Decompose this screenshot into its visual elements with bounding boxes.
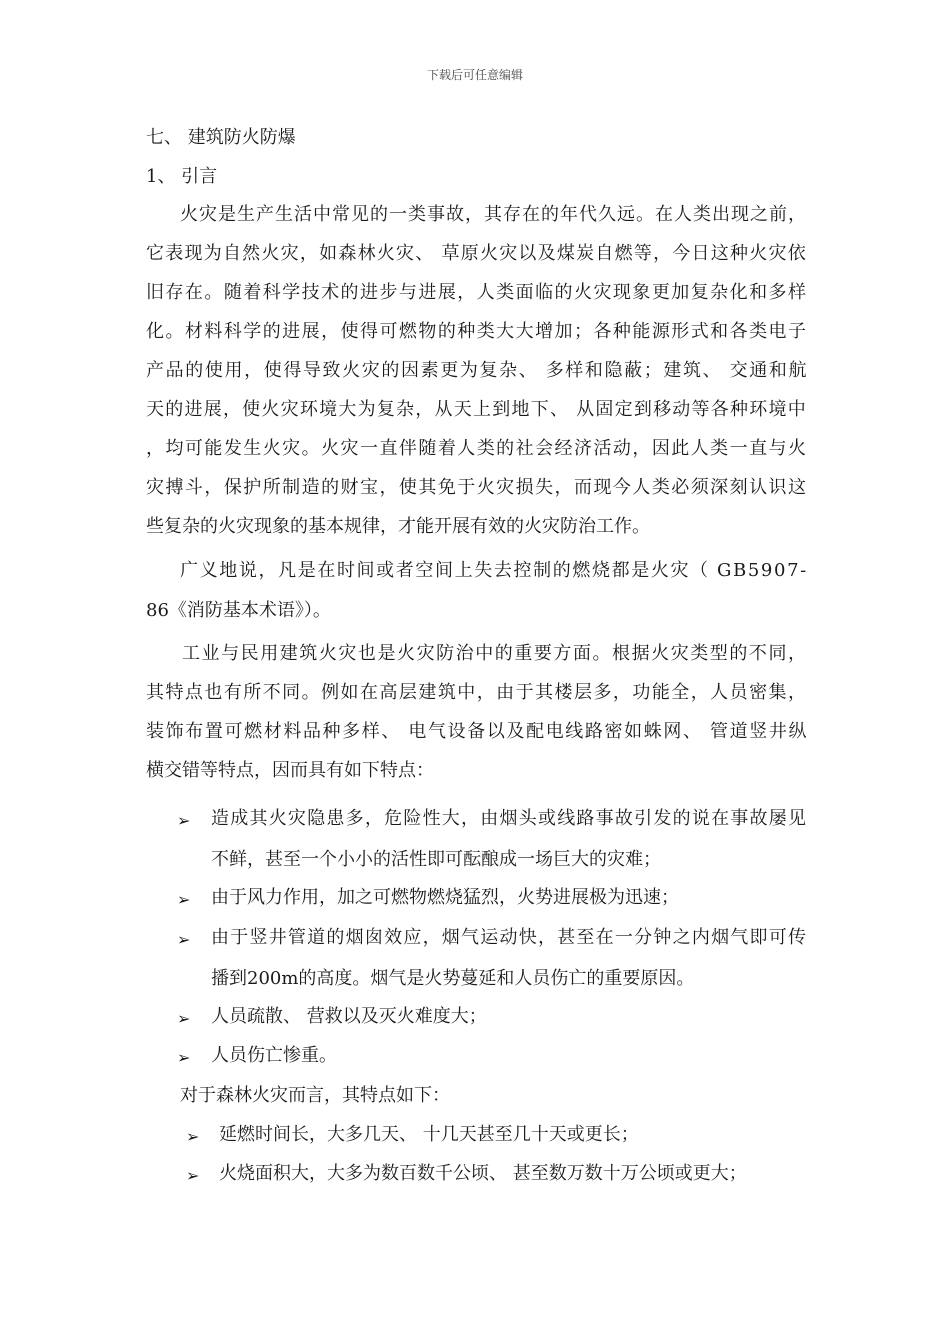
forest-bullet-item: 火烧面积大，大多为数百数千公顷、 甚至数万数十万公顷或更大；	[219, 1163, 747, 1184]
bullet-arrow-icon: ➢	[177, 890, 191, 909]
bullet-arrow-icon: ➢	[177, 1009, 191, 1028]
para1-line: 它表现为自然火灾，如森林火灾、 草原火灾以及煤炭自燃等，今日这种火灾依	[146, 243, 807, 264]
para3-line: 横交错等特点，因而具有如下特点：	[146, 760, 434, 781]
para1-line: 产品的使用，使得导致火灾的因素更为复杂、 多样和隐蔽；建筑、 交通和航	[146, 360, 809, 381]
bullet-item: 由于竖井管道的烟囱效应，烟气运动快，甚至在一分钟之内烟气即可传	[211, 927, 808, 948]
bullet-item-continued: 播到200m的高度。烟气是火势蔓延和人员伤亡的重要原因。	[211, 968, 695, 989]
subsection-title: 1、 引言	[146, 166, 218, 187]
para1-line: 化。材料科学的进展，使得可燃物的种类大大增加；各种能源形式和各类电子	[146, 321, 808, 342]
bullet-arrow-icon: ➢	[186, 1127, 200, 1146]
bullet-arrow-icon: ➢	[177, 811, 191, 830]
page-header: 下载后可任意编辑	[426, 68, 523, 82]
bullet-item: 由于风力作用，加之可燃物燃烧猛烈，火势进展极为迅速；	[211, 887, 679, 908]
bullet-item: 人员伤亡惨重。	[211, 1045, 337, 1066]
forest-intro: 对于森林火灾而言，其特点如下：	[180, 1085, 450, 1106]
para3-line: 装饰布置可燃材料品种多样、 电气设备以及配电线路密如蛛网、 管道竖井纵	[146, 721, 809, 742]
para1-line: 灾搏斗，保护所制造的财宝，使其免于火灾损失，而现今人类必须深刻认识这	[146, 477, 808, 498]
para1-line: 些复杂的火灾现象的基本规律，才能开展有效的火灾防治工作。	[146, 516, 650, 537]
para2-line: 86《消防基本术语》）。	[146, 600, 331, 621]
bullet-arrow-icon: ➢	[186, 1166, 200, 1185]
section-title: 七、 建筑防火防爆	[146, 127, 296, 148]
bullet-arrow-icon: ➢	[177, 930, 191, 949]
para2-line: 广义地说，凡是在时间或者空间上失去控制的燃烧都是火灾（ GB5907-	[180, 560, 808, 581]
bullet-arrow-icon: ➢	[177, 1048, 191, 1067]
para1-line: 旧存在。随着科学技术的进步与进展，人类面临的火灾现象更加复杂化和多样	[146, 282, 808, 303]
bullet-item: 人员疏散、 营救以及灭火难度大；	[211, 1006, 487, 1027]
forest-bullet-item: 延燃时间长，大多几天、 十几天甚至几十天或更长；	[219, 1124, 639, 1145]
bullet-item: 造成其火灾隐患多，危险性大，由烟头或线路事故引发的说在事故屡见	[211, 808, 808, 829]
para3-line: 其特点也有所不同。例如在高层建筑中，由于其楼层多，功能全，人员密集，	[146, 682, 808, 703]
para1-line: ，均可能发生火灾。火灾一直伴随着人类的社会经济活动，因此人类一直与火	[146, 438, 808, 459]
para1-line: 天的进展，使火灾环境大为复杂，从天上到地下、 从固定到移动等各种环境中	[146, 399, 807, 420]
para1-line: 火灾是生产生活中常见的一类事故，其存在的年代久远。在人类出现之前，	[180, 204, 807, 225]
bullet-item-continued: 不鲜，甚至一个小小的活性即可酝酿成一场巨大的灾难；	[211, 849, 661, 870]
para3-line: 工业与民用建筑火灾也是火灾防治中的重要方面。根据火灾类型的不同，	[182, 643, 808, 664]
